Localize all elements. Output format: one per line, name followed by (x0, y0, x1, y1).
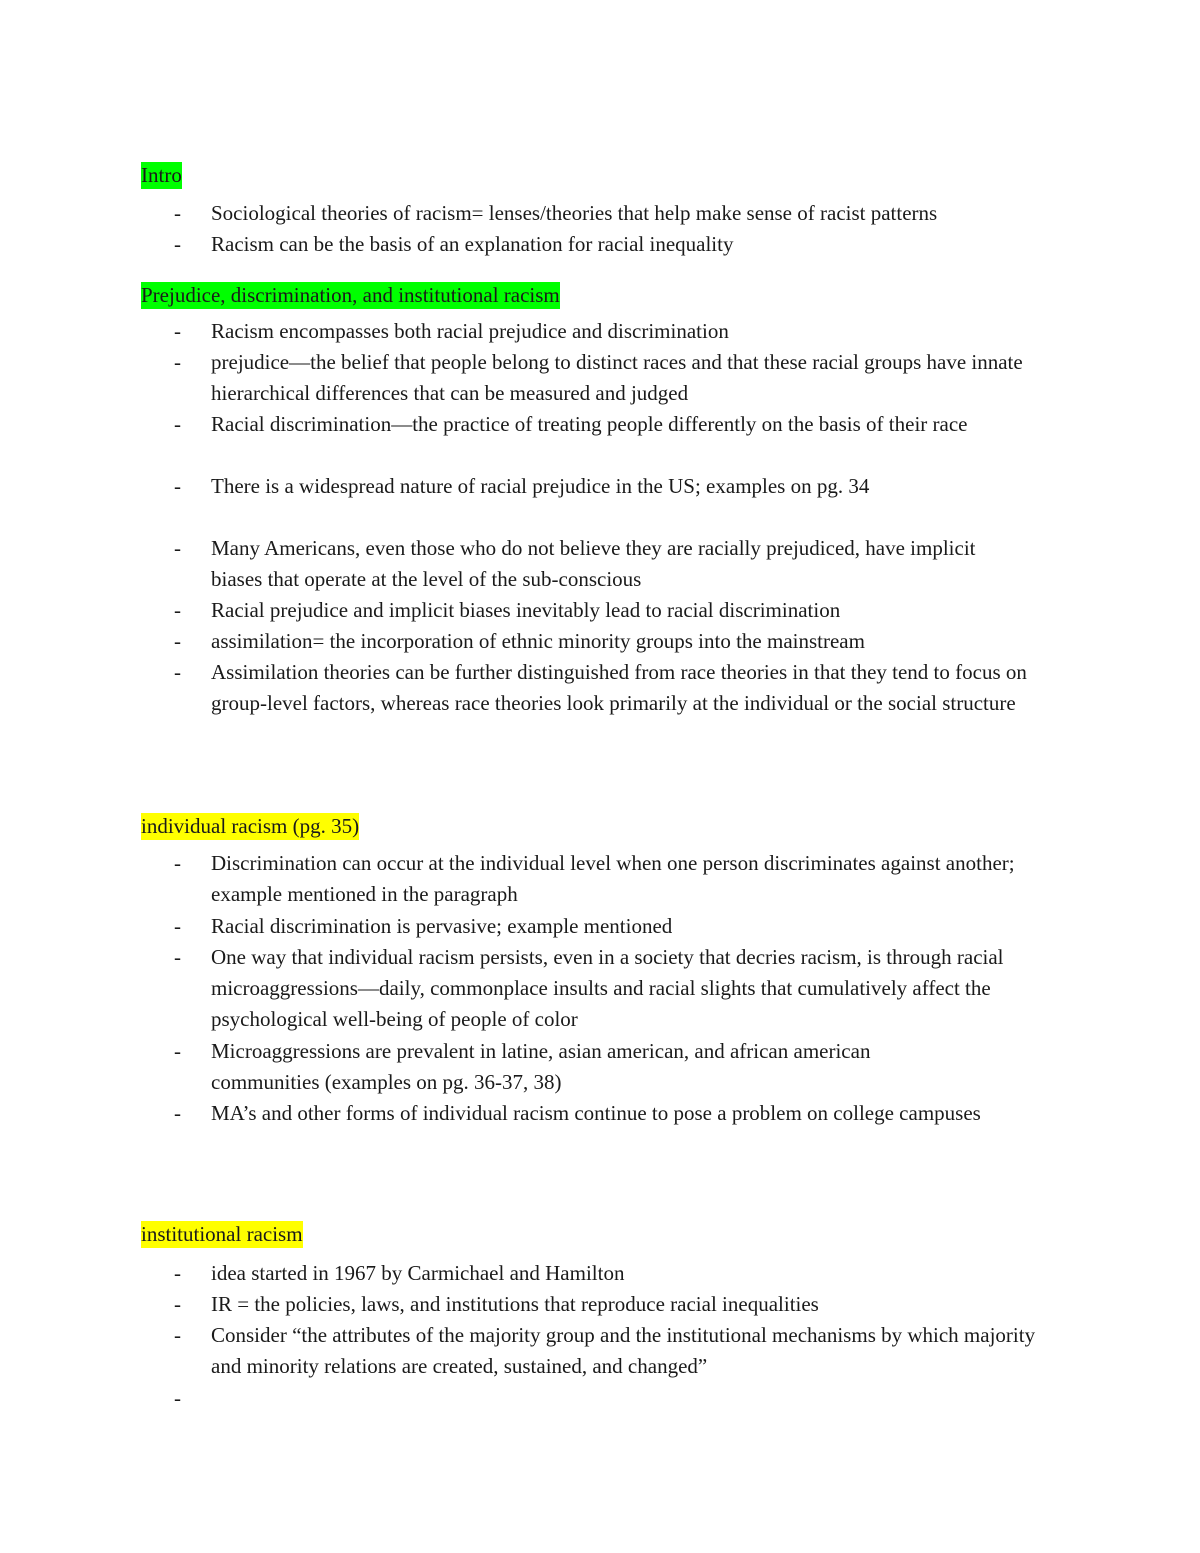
bullet-dash: - (174, 350, 181, 374)
heading-individual (141, 812, 359, 840)
bullet-dash: - (174, 412, 181, 436)
list-item-text: Assimilation theories can be further distinguished from race theories in that they tend to focus on group-level factors, whereas race theories look primarily at the individual or the social structure (211, 660, 1027, 715)
list-item-text: One way that individual racism persists, even in a society that decries racism, is through racial microaggressions—daily, commonplace insults and racial slights that cumulatively affect the psychological well-being of people of color (211, 945, 1004, 1031)
list-item-text: idea started in 1967 by Carmichael and Hamilton (211, 1261, 625, 1285)
list-item-text: Racism encompasses both racial prejudice and discrimination (211, 319, 729, 343)
bullet-dash: - (174, 914, 181, 938)
heading-individual-text: individual racism (pg. 35) (141, 814, 360, 838)
list-item-text: Racial discrimination—the practice of treating people differently on the basis of their race (211, 412, 968, 436)
bullet-dash: - (174, 598, 181, 622)
list-item-text: Consider “the attributes of the majority group and the institutional mechanisms by which majority and minority relations are created, sustained, and changed” (211, 1323, 1036, 1378)
bullet-dash: - (174, 201, 181, 225)
list-item-text: Microaggressions are prevalent in latine, asian american, and african american communities (examples on pg. 36-37, 38) (211, 1039, 871, 1094)
bullet-dash: - (174, 474, 181, 498)
list-item-text: prejudice—the belief that people belong to distinct races and that these racial groups have innate hierarchical differences that can be measured and judged (211, 350, 1023, 405)
bullet-dash: - (174, 1039, 181, 1063)
bullet-dash: - (174, 660, 181, 684)
bullet-dash: - (174, 1261, 181, 1285)
heading-intro (141, 161, 182, 189)
heading-institutional (141, 1220, 303, 1248)
list-item-text: MA’s and other forms of individual racism continue to pose a problem on college campuses (211, 1101, 981, 1125)
bullet-dash: - (174, 851, 181, 875)
bullet-dash: - (174, 945, 181, 969)
bullet-dash: - (174, 1386, 181, 1410)
bullet-dash: - (174, 1323, 181, 1347)
list-item-text: Racial prejudice and implicit biases inevitably lead to racial discrimination (211, 598, 841, 622)
bullet-dash: - (174, 319, 181, 343)
list-item-text: Discrimination can occur at the individual level when one person discriminates against another; example mentioned in the paragraph (211, 851, 1015, 906)
list-item-text: Sociological theories of racism= lenses/theories that help make sense of racist patterns (211, 201, 938, 225)
bullet-dash: - (174, 1101, 181, 1125)
list-item-text: Racism can be the basis of an explanation for racial inequality (211, 232, 734, 256)
bullet-dash: - (174, 629, 181, 653)
heading-institutional-text: institutional racism (141, 1222, 303, 1246)
list-item-text: Many Americans, even those who do not believe they are racially prejudiced, have implicit biases that operate at the level of the sub-conscious (211, 536, 976, 591)
bullet-dash: - (174, 1292, 181, 1316)
list-item-text: Racial discrimination is pervasive; example mentioned (211, 914, 673, 938)
list-item-text: IR = the policies, laws, and institutions that reproduce racial inequalities (211, 1292, 819, 1316)
heading-prejudice-text: Prejudice, discrimination, and institutional racism (141, 283, 560, 307)
list-item-text: There is a widespread nature of racial prejudice in the US; examples on pg. 34 (211, 474, 870, 498)
bullet-dash: - (174, 536, 181, 560)
heading-intro-text: Intro (141, 163, 182, 187)
heading-prejudice (141, 281, 560, 309)
list-item-text: assimilation= the incorporation of ethnic minority groups into the mainstream (211, 629, 865, 653)
bullet-dash: - (174, 232, 181, 256)
